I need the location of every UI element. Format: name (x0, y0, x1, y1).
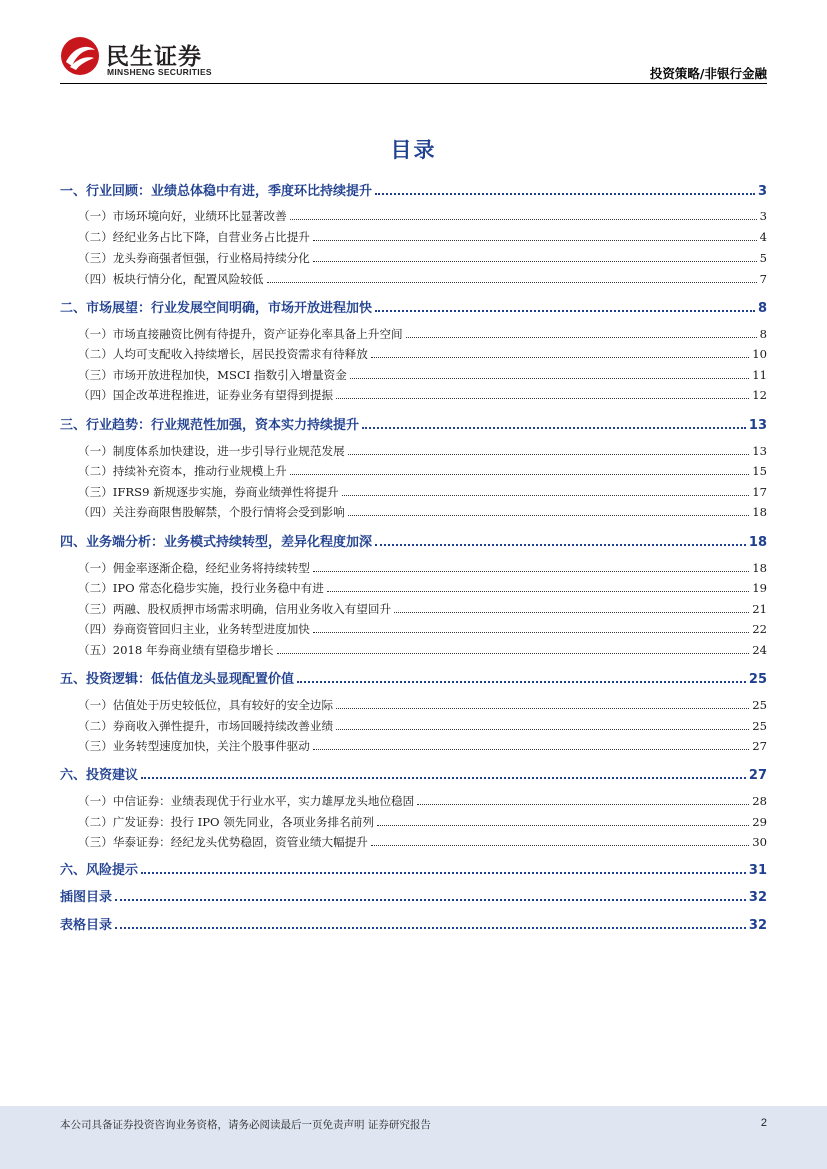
toc-subsection[interactable]: （二）IPO 常态化稳步实施，投行业务稳中有进 19 (78, 581, 767, 596)
toc-section-6[interactable]: 六、投资建议 27 (60, 768, 767, 783)
toc-table-list[interactable]: 表格目录 32 (60, 918, 767, 933)
toc-subsection[interactable]: （三）华泰证券：经纪龙头优势稳固，资管业绩大幅提升 30 (78, 835, 767, 850)
toc-subsection[interactable]: （二）广发证券：投行 IPO 领先同业，各项业务排名前列 29 (78, 815, 767, 830)
toc-subsection[interactable]: （四）板块行情分化，配置风险较低 7 (78, 272, 767, 287)
toc-subsection[interactable]: （一）制度体系加快建设，进一步引导行业规范发展 13 (78, 444, 767, 459)
toc-subsection[interactable]: （三）两融、股权质押市场需求明确，信用业务收入有望回升 21 (78, 602, 767, 617)
toc-section-risk[interactable]: 六、风险提示 31 (60, 863, 767, 878)
toc-subsection[interactable]: （四）关注券商限售股解禁，个股行情将会受到影响 18 (78, 505, 767, 520)
toc-figure-list[interactable]: 插图目录 32 (60, 890, 767, 905)
toc-section-5[interactable]: 五、投资逻辑：低估值龙头显现配置价值 25 (60, 672, 767, 687)
toc-section-4[interactable]: 四、业务端分析：业务模式持续转型，差异化程度加深 18 (60, 535, 767, 550)
toc-subsection[interactable]: （一）佣金率逐渐企稳，经纪业务将持续转型 18 (78, 561, 767, 576)
page-header (0, 0, 827, 90)
toc-subsection[interactable]: （一）市场环境向好，业绩环比显著改善 3 (78, 209, 767, 224)
toc-subsection[interactable]: （三）业务转型速度加快，关注个股事件驱动 27 (78, 739, 767, 754)
page-footer (0, 1106, 827, 1169)
toc-section-3[interactable]: 三、行业趋势：行业规范性加强，资本实力持续提升 13 (60, 418, 767, 433)
toc-section-2[interactable]: 二、市场展望：行业发展空间明确，市场开放进程加快 8 (60, 301, 767, 316)
toc-subsection[interactable]: （三）龙头券商强者恒强，行业格局持续分化 5 (78, 251, 767, 266)
toc-subsection[interactable]: （四）券商资管回归主业，业务转型进度加快 22 (78, 622, 767, 637)
company-logo (60, 36, 220, 80)
toc-subsection[interactable]: （二）持续补充资本，推动行业规模上升 15 (78, 464, 767, 479)
toc-subsection[interactable]: （三）市场开放进程加快，MSCI 指数引入增量资金 11 (78, 368, 767, 383)
toc-subsection[interactable]: （二）经纪业务占比下降，自营业务占比提升 4 (78, 230, 767, 245)
toc-section-1[interactable]: 一、行业回顾：业绩总体稳中有进，季度环比持续提升 3 (60, 184, 767, 199)
header-divider (60, 83, 767, 84)
toc-title: 目录 (390, 138, 437, 162)
toc-subsection[interactable]: （一）中信证券：业绩表现优于行业水平，实力雄厚龙头地位稳固 28 (78, 794, 767, 809)
logo-chinese-name: 民生证券 (106, 44, 202, 70)
toc-subsection[interactable]: （三）IFRS9 新规逐步实施，券商业绩弹性将提升 17 (78, 485, 767, 500)
toc-subsection[interactable]: （五）2018 年券商业绩有望稳步增长 24 (78, 643, 767, 658)
logo-english-name: MINSHENG SECURITIES (107, 67, 212, 77)
toc-subsection[interactable]: （一）市场直接融资比例有待提升，资产证券化率具备上升空间 8 (78, 327, 767, 342)
footer-disclaimer: 本公司具备证券投资咨询业务资格，请务必阅读最后一页免责声明 证券研究报告 (60, 1119, 431, 1131)
page-number: 2 (760, 1117, 767, 1129)
toc-subsection[interactable]: （一）估值处于历史较低位，具有较好的安全边际 25 (78, 698, 767, 713)
toc-subsection[interactable]: （二）人均可支配收入持续增长，居民投资需求有待释放 10 (78, 347, 767, 362)
minsheng-logo-icon (60, 36, 100, 76)
toc-subsection[interactable]: （二）券商收入弹性提升，市场回暖持续改善业绩 25 (78, 719, 767, 734)
toc-subsection[interactable]: （四）国企改革进程推进，证券业务有望得到提振 12 (78, 388, 767, 403)
report-type: 投资策略/非银行金融 (649, 66, 767, 81)
